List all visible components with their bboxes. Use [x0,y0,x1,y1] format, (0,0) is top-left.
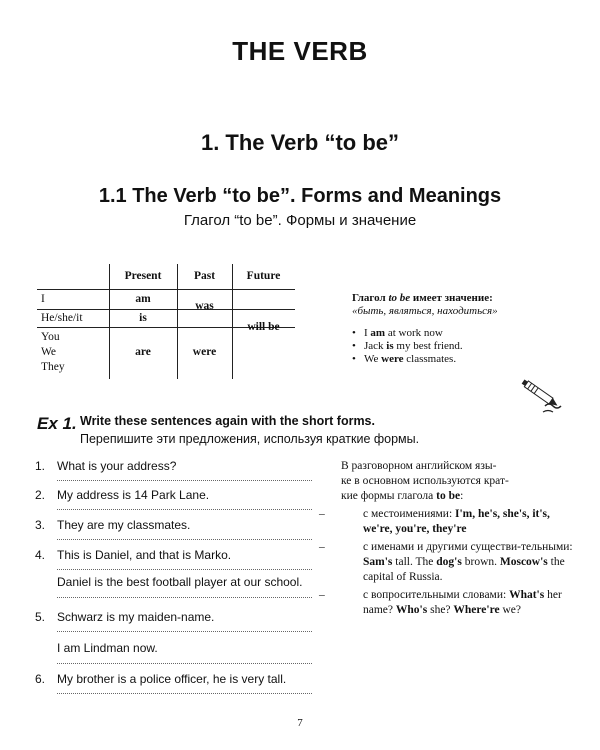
exercise-sentence: They are my classmates. [57,518,191,532]
item-number: 6. [35,672,46,686]
exercise-sentence: This is Daniel, and that is Marko. [57,548,232,562]
present-is: is [139,312,147,324]
item-number: 5. [35,610,46,624]
answer-line[interactable] [57,693,312,694]
subsection-heading-ru: Глагол “to be”. Формы и значение [183,212,417,229]
header-present: Present [124,270,162,282]
exercise-sentence: What is your address? [57,459,177,473]
verb-forms-table [37,264,295,379]
answer-line[interactable] [57,509,312,510]
answer-line[interactable] [57,597,312,598]
pronoun-you: You [41,331,60,343]
pronoun-he-she-it: He/she/it [41,312,83,324]
item-number: 3. [35,518,46,532]
exercise-sentence: I am Lindman now. [57,641,158,655]
past-were: were [192,346,217,358]
answer-line[interactable] [57,631,312,632]
example-item: • I am at work now [352,327,443,339]
answer-line[interactable] [57,480,312,481]
header-past: Past [193,270,216,282]
answer-line[interactable] [57,569,312,570]
future-will-be: will be [247,321,280,333]
exercise-sentence: My brother is a police officer, he is very tall. [57,672,287,686]
short-forms-note [319,459,573,621]
item-number: 4. [35,548,46,562]
past-was: was [195,300,214,312]
header-future: Future [246,270,281,282]
answer-line[interactable] [57,539,312,540]
note-question-words: – с вопросительными словами: What's her name? Who's she? Where're we? [319,589,562,616]
note-intro: В разговорном английском язы- ке в основном используются крат- кие формы глагола to be: [341,460,509,502]
to-be-meaning-box [352,292,572,366]
item-number: 1. [35,459,46,473]
example-item: • Jack is my best friend. [352,340,463,352]
note-nouns: – с именами и другими существи-тельными: Sam's tall. The dog's brown. Moscow's the capital of Russia. [319,541,573,583]
exercise-sentence: Schwarz is my maiden-name. [57,610,215,624]
page-title: THE VERB [232,36,368,66]
exercise-label: Ex 1. [37,414,77,433]
answer-line[interactable] [57,663,312,664]
note-pronouns: – с местоимениями: I'm, he's, she's, it's, we're, you're, they're [319,508,550,535]
example-item: • We were classmates. [352,353,457,365]
meaning-heading: Глагол to be имеет значение: [352,292,493,304]
exercise-sentence: Daniel is the best football player at our school. [57,575,303,589]
item-number: 2. [35,488,46,502]
present-are: are [135,346,151,358]
page-number: 7 [297,717,303,729]
pen-icon [515,372,565,417]
exercise-title: Write these sentences again with the short forms. [80,414,375,428]
pronoun-they: They [41,361,65,373]
present-am: am [135,293,151,305]
subsection-heading: 1.1 The Verb “to be”. Forms and Meanings [98,185,502,207]
exercise-sentence: My address is 14 Park Lane. [57,488,210,502]
pronoun-i: I [41,293,45,305]
section-heading: 1. The Verb “to be” [200,130,400,155]
exercise-subtitle: Перепишите эти предложения, используя краткие формы. [80,432,420,446]
meaning-translation: «быть, являться, находиться» [352,305,498,317]
pronoun-we: We [41,346,57,358]
